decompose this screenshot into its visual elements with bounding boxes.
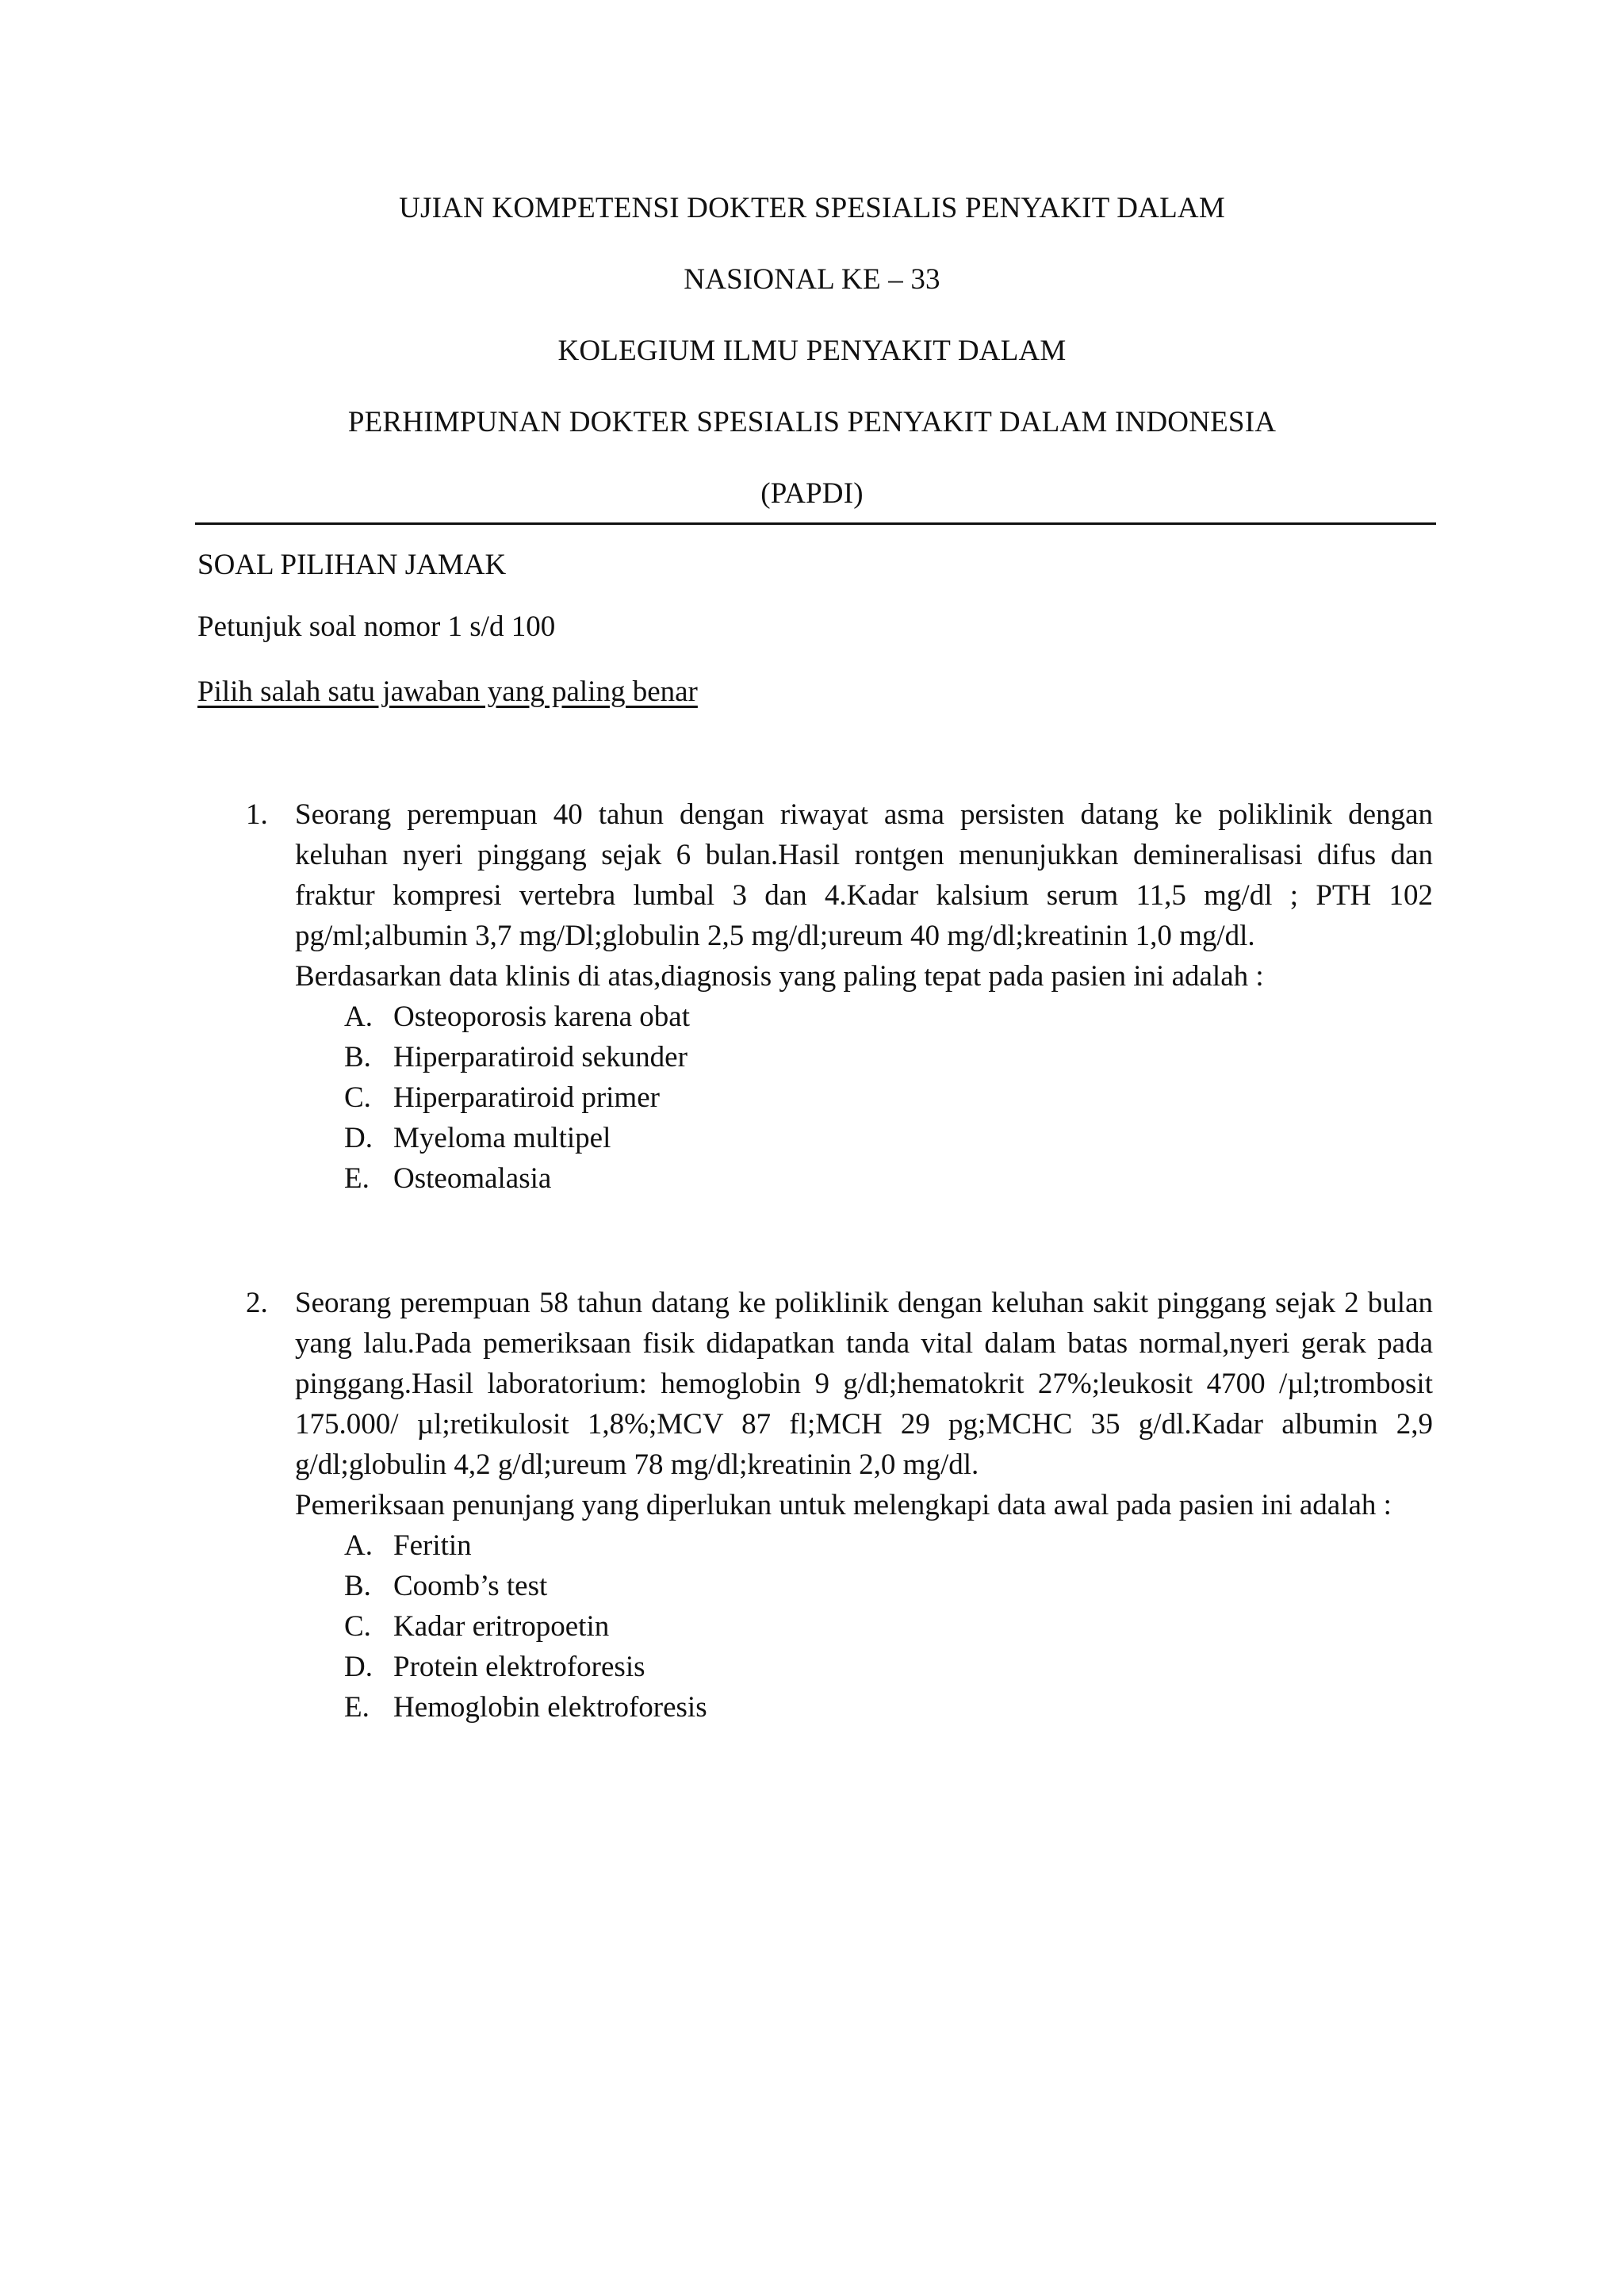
- section-heading: SOAL PILIHAN JAMAK: [197, 549, 507, 581]
- exam-header: [0, 190, 1624, 547]
- question-body: [295, 794, 1433, 1199]
- answer-option-d: [344, 1647, 1433, 1687]
- answer-option-e: [344, 1158, 1433, 1199]
- question-body: [295, 1283, 1433, 1728]
- instructions-text: Petunjuk soal nomor 1 s/d 100: [197, 610, 556, 643]
- option-text: Hiperparatiroid primer: [393, 1081, 660, 1114]
- option-text: Kadar eritropoetin: [393, 1610, 610, 1643]
- question-prompt: Berdasarkan data klinis di atas,diagnosis yang paling tepat pada pasien ini adalah :: [295, 960, 1264, 993]
- question-number: 2.: [246, 1287, 268, 1319]
- answer-options: [295, 997, 1433, 1199]
- header-title-line-3: KOLEGIUM ILMU PENYAKIT DALAM: [557, 335, 1067, 367]
- option-letter: C.: [344, 1610, 371, 1643]
- option-text: Hemoglobin elektroforesis: [393, 1691, 707, 1724]
- question-number: 1.: [246, 798, 268, 831]
- header-title-line-5: (PAPDI): [760, 477, 864, 510]
- option-letter: C.: [344, 1081, 371, 1114]
- option-letter: A.: [344, 1529, 373, 1562]
- answer-option-a: [344, 997, 1433, 1037]
- directive-text: Pilih salah satu jawaban yang paling benar: [197, 675, 698, 708]
- option-letter: D.: [344, 1122, 373, 1154]
- header-divider: [195, 522, 1436, 525]
- answer-option-b: [344, 1566, 1433, 1606]
- question-stem: Seorang perempuan 58 tahun datang ke poliklinik dengan keluhan sakit pinggang sejak 2 bulan yang lalu.Pada pemeriksaan fisik didapatkan tanda vital dalam batas normal,nyeri gerak pada pinggang.Hasil laboratorium: hemoglobin 9 g/dl;hematokrit 27%;leukosit 4700 /µl;trombosit 175.000/ µl;retikulosit 1,8%;MCV 87 fl;MCH 29 pg;MCHC 35 g/dl.Kadar albumin 2,9 g/dl;globulin 4,2 g/dl;ureum 78 mg/dl;kreatinin 2,0 mg/dl.: [295, 1287, 1433, 1481]
- option-letter: E.: [344, 1162, 370, 1195]
- question-prompt: Pemeriksaan penunjang yang diperlukan untuk melengkapi data awal pada pasien ini adalah :: [295, 1489, 1392, 1521]
- answer-option-a: [344, 1525, 1433, 1566]
- option-letter: D.: [344, 1651, 373, 1683]
- option-letter: B.: [344, 1570, 371, 1602]
- option-text: Myeloma multipel: [393, 1122, 611, 1154]
- option-text: Hiperparatiroid sekunder: [393, 1041, 688, 1073]
- answer-option-b: [344, 1037, 1433, 1077]
- answer-option-c: [344, 1606, 1433, 1647]
- option-text: Osteoporosis karena obat: [393, 1001, 691, 1033]
- option-letter: B.: [344, 1041, 371, 1073]
- option-text: Protein elektroforesis: [393, 1651, 645, 1683]
- question-stem: Seorang perempuan 40 tahun dengan riwayat asma persisten datang ke poliklinik dengan keluhan nyeri pinggang sejak 6 bulan.Hasil rontgen menunjukkan demineralisasi difus dan fraktur kompresi vertebra lumbal 3 dan 4.Kadar kalsium serum 11,5 mg/dl ; PTH 102 pg/ml;albumin 3,7 mg/Dl;globulin 2,5 mg/dl;ureum 40 mg/dl;kreatinin 1,0 mg/dl.: [295, 798, 1433, 952]
- option-text: Feritin: [393, 1529, 472, 1562]
- header-title-line-1: UJIAN KOMPETENSI DOKTER SPESIALIS PENYAKIT DALAM: [399, 192, 1225, 224]
- option-letter: A.: [344, 1001, 373, 1033]
- header-title-line-2: NASIONAL KE – 33: [684, 263, 940, 296]
- answer-option-e: [344, 1687, 1433, 1728]
- answer-option-c: [344, 1077, 1433, 1118]
- header-title-line-4: PERHIMPUNAN DOKTER SPESIALIS PENYAKIT DALAM INDONESIA: [347, 406, 1277, 438]
- answer-options: [295, 1525, 1433, 1728]
- option-text: Coomb’s test: [393, 1570, 548, 1602]
- option-letter: E.: [344, 1691, 370, 1724]
- option-text: Osteomalasia: [393, 1162, 552, 1195]
- answer-option-d: [344, 1118, 1433, 1158]
